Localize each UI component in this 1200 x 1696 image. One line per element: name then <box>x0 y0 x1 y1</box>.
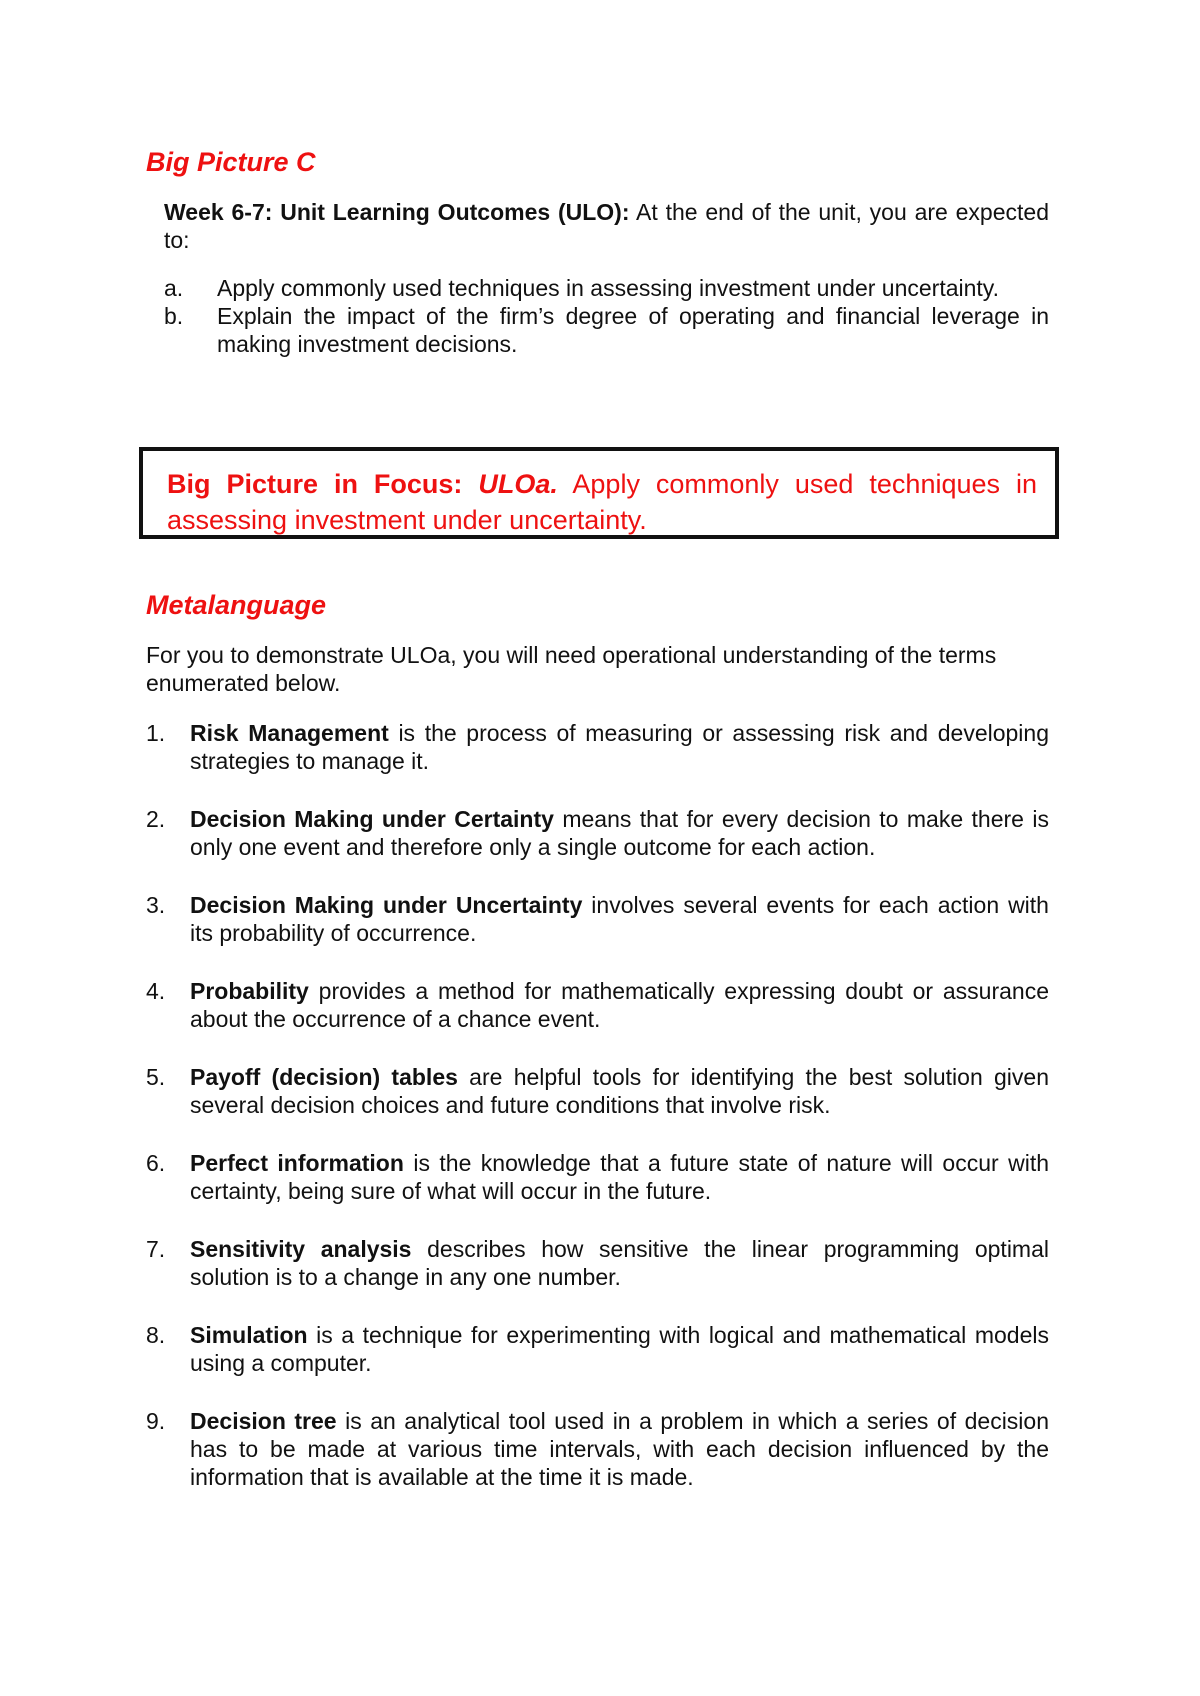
ulo-item-text: Explain the impact of the firm’s degree of operating and financial leverage in making investment decisions. <box>217 303 1049 357</box>
term-body <box>190 1063 1049 1119</box>
big-picture-focus-box <box>139 447 1059 539</box>
ulo-intro <box>164 198 1049 254</box>
term-keyword: Probability <box>190 978 309 1004</box>
term-keyword: Simulation <box>190 1322 308 1348</box>
term-definition: means that for every decision to make there is only one event and therefore only a single outcome for each action. <box>190 806 1049 860</box>
term-definition: involves several events for each action with its probability of occurrence. <box>190 892 1049 946</box>
ulo-item <box>164 274 1049 302</box>
term-item <box>146 891 1049 947</box>
term-number: 9. <box>146 1408 166 1434</box>
term-body <box>190 1235 1049 1291</box>
term-number: 3. <box>146 892 166 918</box>
term-keyword: Sensitivity analysis <box>190 1236 412 1262</box>
term-item <box>146 805 1049 861</box>
term-number: 6. <box>146 1150 166 1176</box>
term-body <box>190 1149 1049 1205</box>
term-body <box>190 1321 1049 1377</box>
focus-text: Apply commonly used techniques in assessing investment under uncertainty. <box>167 469 1037 535</box>
term-definition: are helpful tools for identifying the best solution given several decision choices and future conditions that involve risk. <box>190 1064 1049 1118</box>
term-keyword: Perfect information <box>190 1150 404 1176</box>
term-number: 7. <box>146 1236 166 1262</box>
term-item <box>146 977 1049 1033</box>
metalanguage-intro: For you to demonstrate ULOa, you will need operational understanding of the terms enumerated below. <box>146 642 997 696</box>
terms-list <box>146 719 1049 1521</box>
ulo-intro-bold: Week 6-7: Unit Learning Outcomes (ULO): <box>164 199 630 225</box>
term-keyword: Decision tree <box>190 1408 337 1434</box>
term-body <box>190 805 1049 861</box>
ulo-item-letter: b. <box>164 303 184 329</box>
term-item <box>146 1149 1049 1205</box>
ulo-item-text: Apply commonly used techniques in assessing investment under uncertainty. <box>217 275 999 301</box>
term-definition: is the knowledge that a future state of nature will occur with certainty, being sure of what will occur in the future. <box>190 1150 1050 1204</box>
term-item <box>146 1063 1049 1119</box>
term-number: 5. <box>146 1064 166 1090</box>
term-number: 8. <box>146 1322 166 1348</box>
metalanguage-title: Metalanguage <box>146 590 327 620</box>
focus-ulo-tag: ULOa. <box>478 469 558 499</box>
term-keyword: Risk Management <box>190 720 389 746</box>
term-body <box>190 1407 1049 1491</box>
term-item <box>146 1235 1049 1291</box>
term-definition: is a technique for experimenting with logical and mathematical models using a computer. <box>190 1322 1049 1376</box>
ulo-item-letter: a. <box>164 275 184 301</box>
term-item <box>146 719 1049 775</box>
term-body <box>190 977 1049 1033</box>
term-body <box>190 719 1049 775</box>
term-definition: is the process of measuring or assessing risk and developing strategies to manage it. <box>190 720 1049 774</box>
term-definition: describes how sensitive the linear programming optimal solution is to a change in any one number. <box>190 1236 1049 1290</box>
ulo-list <box>164 274 1049 358</box>
focus-label: Big Picture in Focus: <box>167 469 463 499</box>
term-definition: provides a method for mathematically expressing doubt or assurance about the occurrence of a chance event. <box>190 978 1049 1032</box>
term-definition: is an analytical tool used in a problem in which a series of decision has to be made at various time intervals, with each decision influenced by the information that is available at the time it is made. <box>190 1408 1049 1490</box>
term-item <box>146 1321 1049 1377</box>
term-keyword: Decision Making under Certainty <box>190 806 554 832</box>
ulo-intro-rest: At the end of the unit, you are expected to: <box>164 199 1049 253</box>
term-keyword: Payoff (decision) tables <box>190 1064 458 1090</box>
term-number: 2. <box>146 806 166 832</box>
big-picture-title: Big Picture C <box>146 147 316 177</box>
term-number: 4. <box>146 978 166 1004</box>
term-number: 1. <box>146 720 166 746</box>
term-item <box>146 1407 1049 1491</box>
term-body <box>190 891 1049 947</box>
term-keyword: Decision Making under Uncertainty <box>190 892 583 918</box>
ulo-item <box>164 302 1049 358</box>
